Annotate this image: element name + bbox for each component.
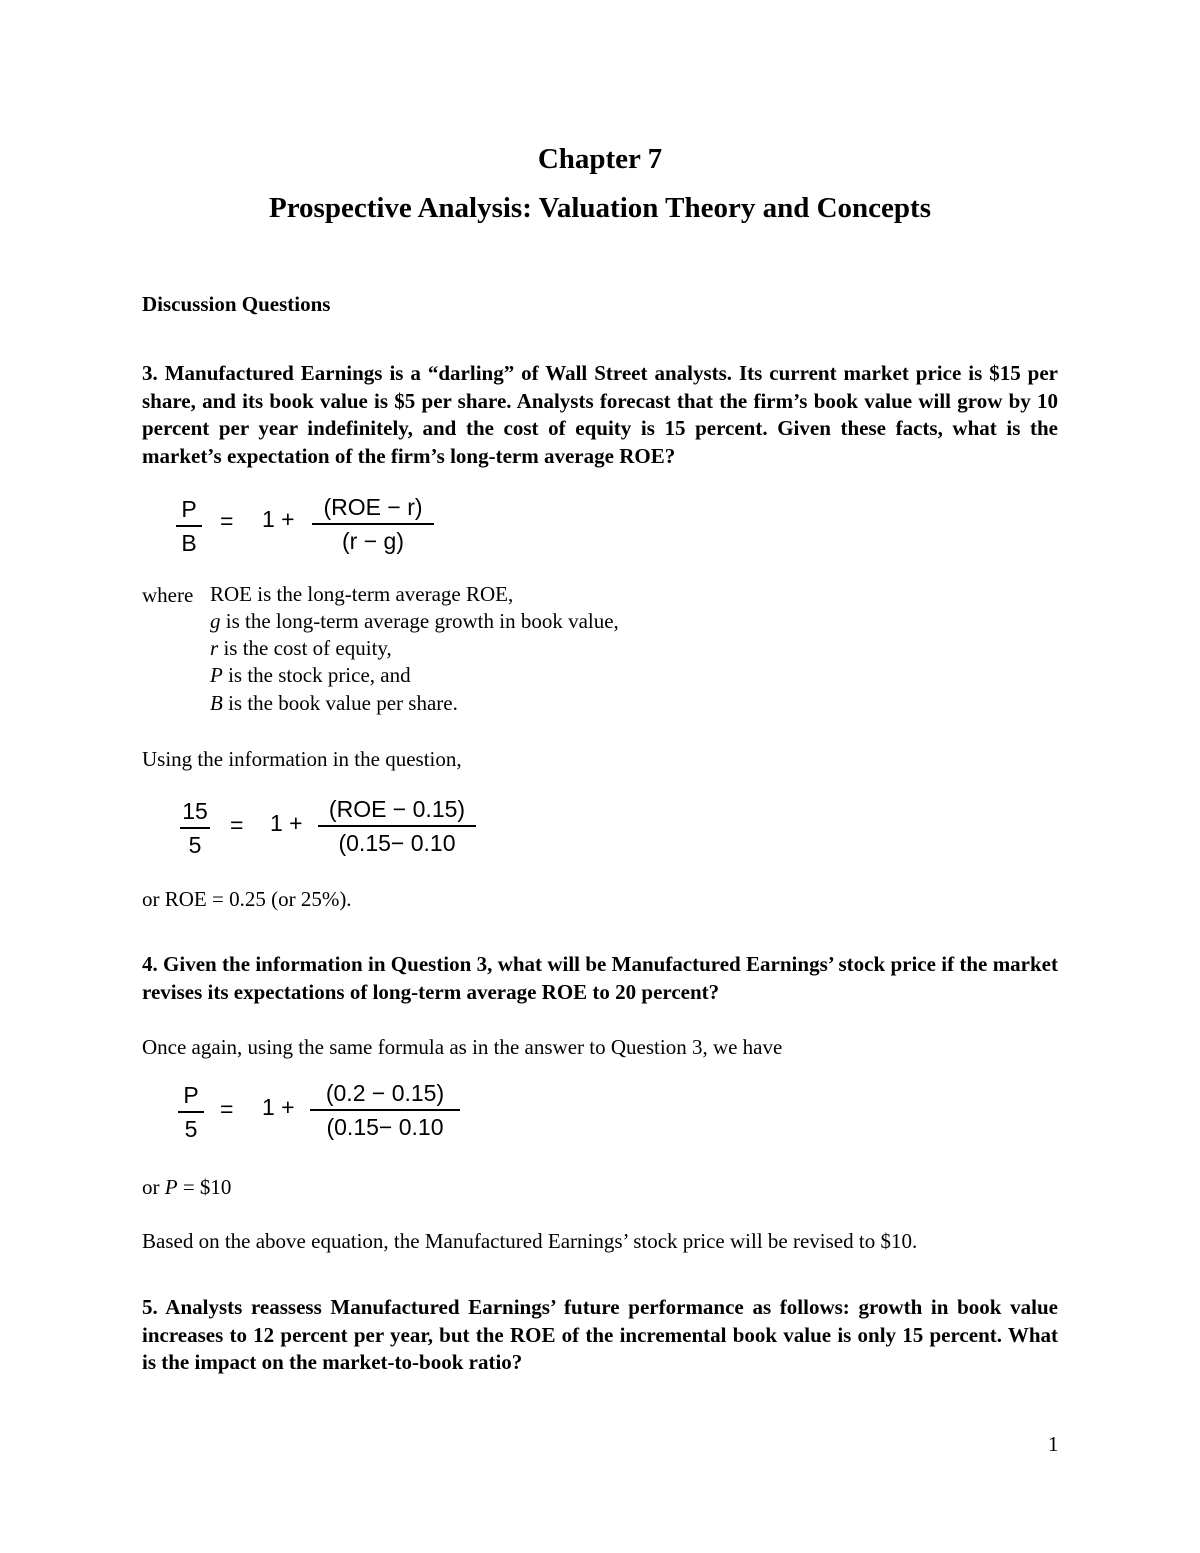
eq1-rhs-numerator: (ROE − r) (323, 494, 423, 520)
definition-r: r is the cost of equity, (210, 636, 392, 660)
eq3-one-plus: 1 + (262, 1094, 295, 1120)
eq1-lhs-numerator: P (181, 496, 197, 522)
definition-b: B is the book value per share. (210, 691, 458, 715)
eq2-equals: = (230, 812, 244, 838)
eq2-lhs-fraction (180, 798, 210, 859)
question-4: 4. Given the information in Question 3, what will be Manufactured Earnings’ stock price if the market revises its expectations of long-term average ROE to 20 percent? (142, 952, 1058, 1004)
question-5: 5. Analysts reassess Manufactured Earnings’ future performance as follows: growth in book value increases to 12 percent per year, but the ROE of the incremental book value is only 15 percent. What is the impact on the market-to-book ratio? (142, 1295, 1058, 1374)
eq3-lhs-denominator: 5 (184, 1116, 198, 1142)
eq2-rhs-fraction (318, 796, 476, 857)
eq2-rhs-denominator: (0.15− 0.10 (338, 830, 456, 856)
eq3-rhs-fraction (310, 1080, 460, 1141)
where-label: where (142, 583, 194, 607)
question-3: 3. Manufactured Earnings is a “darling” of Wall Street analysts. Its current market price is $15 per share, and its book value is $5 per share. Analysts forecast that the firm’s book value will grow by 10 percent per year indefinitely, and the cost of equity is 15 percent. Given these facts, what is the market’s expectation of the firm’s long-term average ROE? (142, 361, 1058, 468)
definition-p: P is the stock price, and (210, 663, 411, 687)
using-information-text: Using the information in the question, (142, 747, 462, 771)
eq1-rhs-denominator: (r − g) (342, 528, 404, 554)
definition-roe: ROE is the long-term average ROE, (210, 582, 514, 606)
eq3-rhs-numerator: (0.2 − 0.15) (325, 1080, 445, 1106)
eq1-one-plus: 1 + (262, 506, 295, 532)
eq3-equals: = (220, 1096, 234, 1122)
definition-g: g is the long-term average growth in book value, (210, 609, 619, 633)
eq3-lhs-fraction (178, 1082, 204, 1143)
eq1-equals: = (220, 508, 234, 534)
eq2-lhs-denominator: 5 (188, 832, 202, 858)
section-title: Discussion Questions (142, 292, 331, 316)
eq3-rhs-denominator: (0.15− 0.10 (326, 1114, 444, 1140)
eq1-rhs-fraction (312, 494, 434, 555)
eq1-lhs-denominator: B (181, 530, 197, 556)
chapter-subtitle: Prospective Analysis: Valuation Theory and Concepts (269, 192, 931, 224)
price-result: or P = $10 (142, 1175, 232, 1199)
eq2-lhs-numerator: 15 (182, 798, 208, 824)
page-number: 1 (1048, 1432, 1059, 1456)
q4-intro-text: Once again, using the same formula as in the answer to Question 3, we have (142, 1035, 783, 1059)
chapter-title: Chapter 7 (537, 143, 663, 175)
q4-conclusion: Based on the above equation, the Manufactured Earnings’ stock price will be revised to $10. (142, 1229, 918, 1253)
eq2-one-plus: 1 + (270, 810, 303, 836)
eq1-lhs-fraction (176, 496, 202, 557)
eq2-rhs-numerator: (ROE − 0.15) (328, 796, 466, 822)
eq3-lhs-numerator: P (183, 1082, 199, 1108)
roe-result: or ROE = 0.25 (or 25%). (142, 887, 352, 911)
